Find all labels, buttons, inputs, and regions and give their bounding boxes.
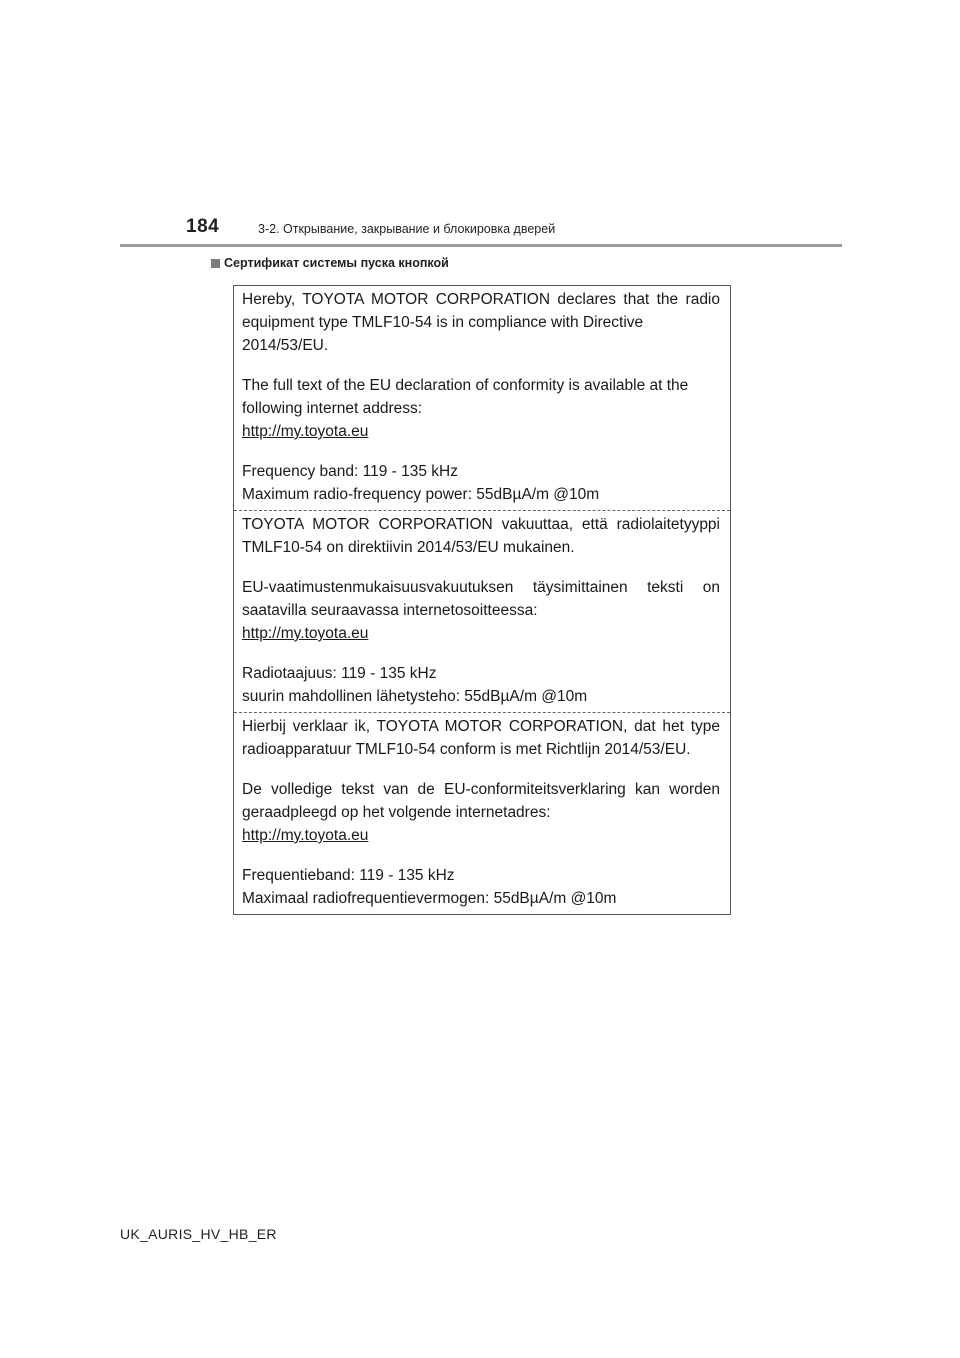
declaration-line: TMLF10-54 on direktiivin 2014/53/EU mukainen. [242, 539, 575, 556]
certificate-box [233, 285, 731, 915]
fulltext-line: geraadpleegd op het volgende internetadres: [242, 804, 551, 821]
frequency-band: Frequency band: 119 - 135 kHz [242, 463, 458, 480]
certificate-block-finnish [234, 510, 730, 712]
max-power: suurin mahdollinen lähetysteho: 55dBµA/m @10m [242, 688, 588, 705]
declaration-line: Hierbij verklaar ik, TOYOTA MOTOR CORPORATION, dat het type [242, 718, 720, 735]
fulltext-line: EU-vaatimustenmukaisuusvakuutuksen täysimittainen teksti on [242, 579, 720, 596]
fulltext-line: following internet address: [242, 400, 423, 417]
declaration-line: TOYOTA MOTOR CORPORATION vakuuttaa, että radiolaitetyyppi [242, 516, 720, 533]
max-power: Maximaal radiofrequentievermogen: 55dBµA/m @10m [242, 890, 617, 907]
declaration-line: Hereby, TOYOTA MOTOR CORPORATION declares that the radio [242, 291, 720, 308]
declaration-line: radioapparatuur TMLF10-54 conform is met Richtlijn 2014/53/EU. [242, 741, 691, 758]
fulltext-line: De volledige tekst van de EU-conformiteitsverklaring kan worden [242, 781, 720, 798]
fulltext-line: saatavilla seuraavassa internetosoitteessa: [242, 602, 538, 619]
section-heading [211, 256, 449, 270]
declaration-url-link[interactable]: http://my.toyota.eu [242, 827, 369, 844]
declaration-line: equipment type TMLF10-54 is in compliance with Directive 2014/53/EU. [242, 314, 644, 354]
max-power: Maximum radio-frequency power: 55dBµA/m @10m [242, 486, 600, 503]
declaration-url-link[interactable]: http://my.toyota.eu [242, 625, 369, 642]
page-number: 184 [186, 216, 220, 237]
frequency-band: Frequentieband: 119 - 135 kHz [242, 867, 455, 884]
footer-document-code: UK_AURIS_HV_HB_ER [120, 1226, 277, 1242]
frequency-band: Radiotaajuus: 119 - 135 kHz [242, 665, 437, 682]
header-rule [120, 244, 842, 247]
certificate-block-dutch [234, 712, 730, 914]
fulltext-line: The full text of the EU declaration of conformity is available at the [242, 377, 689, 394]
declaration-url-link[interactable]: http://my.toyota.eu [242, 423, 369, 440]
square-bullet-icon [211, 259, 220, 268]
chapter-title: 3-2. Открывание, закрывание и блокировка дверей [258, 222, 556, 236]
section-heading-text: Сертификат системы пуска кнопкой [224, 256, 449, 270]
certificate-block-english [234, 286, 730, 510]
